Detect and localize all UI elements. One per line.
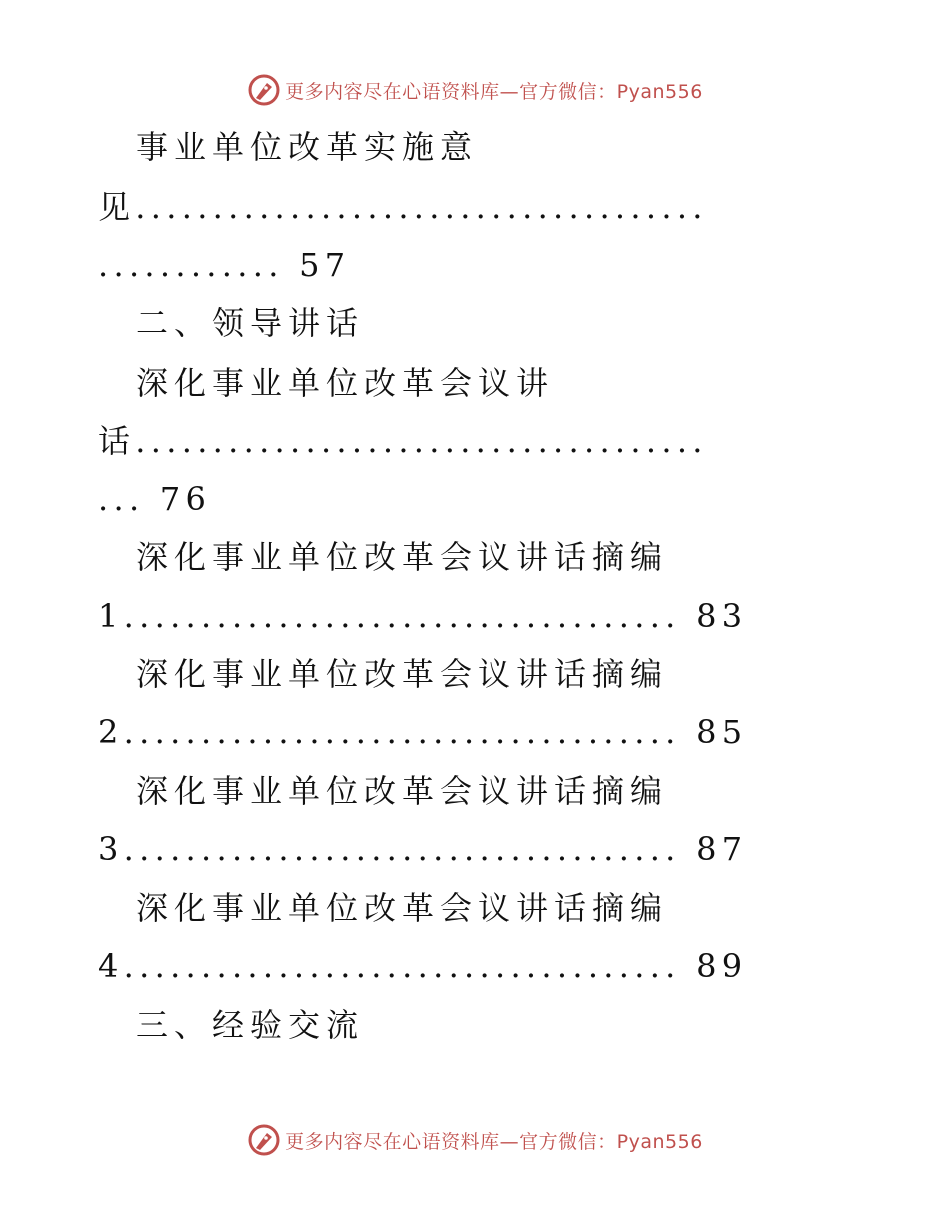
toc-entry-title: 深化事业单位改革会议讲话摘编 bbox=[136, 772, 669, 810]
watermark-text: 更多内容尽在心语资料库—官方微信：Pyan556 bbox=[285, 1130, 703, 1153]
toc-entry-title: 深化事业单位改革会议讲话摘编 bbox=[136, 655, 669, 693]
toc-section-heading: 二、领导讲话 bbox=[136, 304, 365, 342]
toc-entry-leader: 话..................................... bbox=[98, 422, 708, 460]
pen-nib-logo-icon bbox=[247, 1123, 281, 1157]
footer-watermark bbox=[0, 1122, 950, 1158]
toc-entry-title: 深化事业单位改革会议讲 bbox=[136, 364, 555, 402]
toc-section-heading: 三、经验交流 bbox=[136, 1006, 365, 1044]
toc-entry-page: 3.................................... 87 bbox=[98, 830, 748, 868]
toc-entry-title: 深化事业单位改革会议讲话摘编 bbox=[136, 538, 669, 576]
watermark-text: 更多内容尽在心语资料库—官方微信：Pyan556 bbox=[285, 80, 703, 103]
toc-entry-title: 事业单位改革实施意 bbox=[136, 128, 479, 166]
toc-entry-page: 1.................................... 83 bbox=[98, 597, 748, 635]
toc-entry-page: ... 76 bbox=[98, 480, 212, 518]
toc-entry-page: 4.................................... 89 bbox=[98, 947, 748, 985]
toc-entry-leader: 见..................................... bbox=[98, 188, 708, 226]
toc-entry-page: ............ 57 bbox=[98, 246, 351, 284]
toc-entry-title: 深化事业单位改革会议讲话摘编 bbox=[136, 889, 669, 927]
toc-entry-page: 2.................................... 85 bbox=[98, 713, 748, 751]
